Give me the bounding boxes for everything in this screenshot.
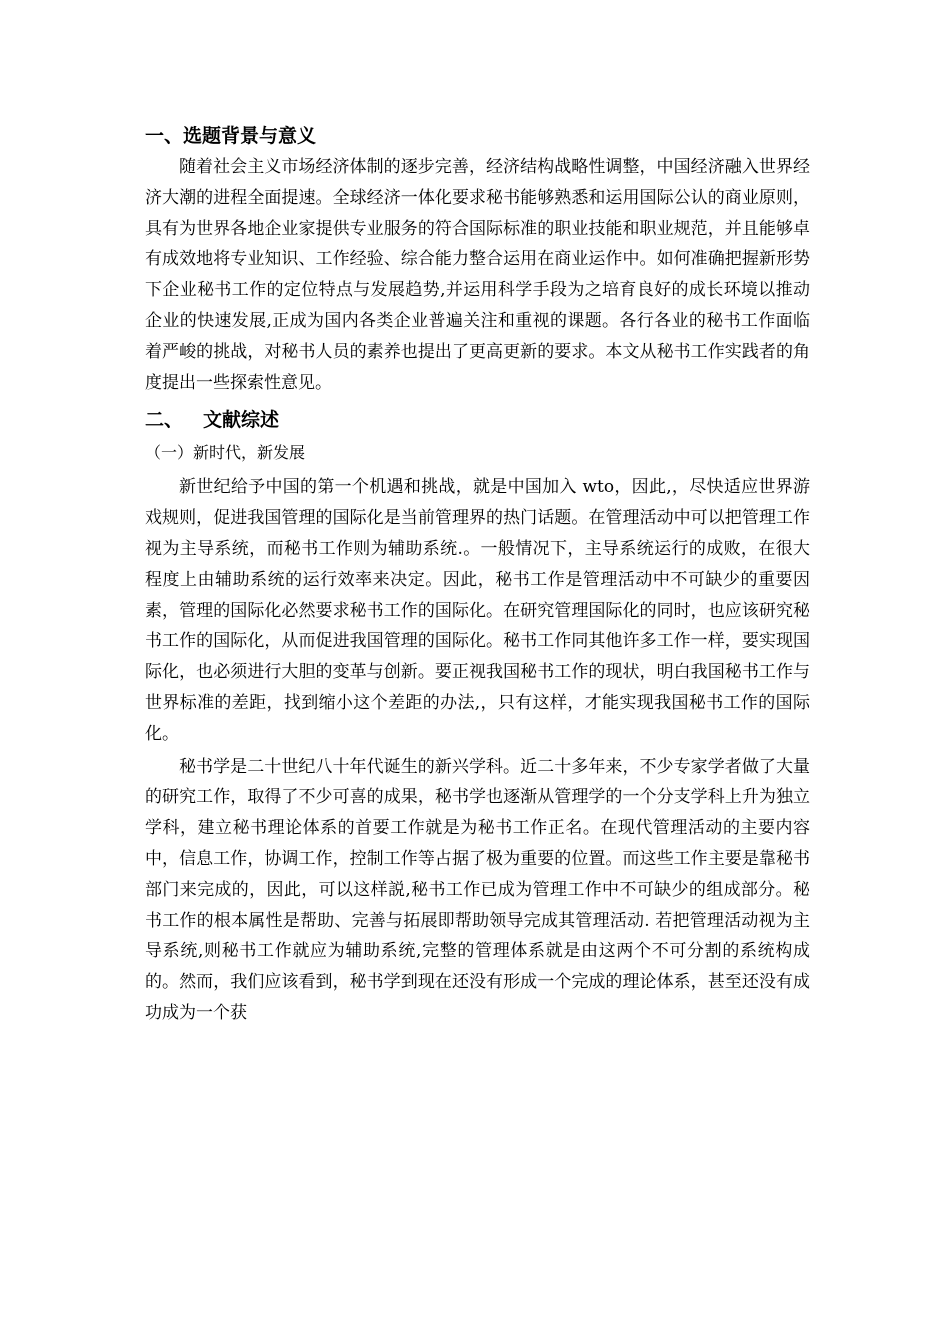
paragraph-background: 随着社会主义市场经济体制的逐步完善，经济结构战略性调整，中国经济融入世界经济大潮的进程全面提速。全球经济一体化要求秘书能够熟悉和运用国际公认的商业原则，具有为世界各地企业家提供专业服务的符合国际标准的职业技能和职业规范，并且能够卓有成效地将专业知识、工作经验、综合能力整合运用在商业运作中。如何准确把握新形势下企业秘书工作的定位特点与发展趋势,并运用科学手段为之培育良好的成长环境以推动企业的快速发展,正成为国内各类企业普遍关注和重视的课题。各行各业的秘书工作面临着严峻的挑战，对秘书人员的素养也提出了更高更新的要求。本文从秘书工作实践者的角度提出一些探索性意见。 [145,157,810,393]
section-heading-background: 一、选题背景与意义 [145,125,317,147]
paragraph-new-era: 新世纪给予中国的第一个机遇和挑战，就是中国加入 wto，因此,，尽快适应世界游戏规则，促进我国管理的国际化是当前管理界的热门话题。在管理活动中可以把管理工作视为主导系统，而秘书工作则为辅助系统.。一般情况下，主导系统运行的成败，在很大程度上由辅助系统的运行效率来决定。因此，秘书工作是管理活动中不可缺少的重要因素，管理的国际化必然要求秘书工作的国际化。在研究管理国际化的同时，也应该研究秘书工作的国际化，从而促进我国管理的国际化。秘书工作同其他许多工作一样，要实现国际化，也必须进行大胆的变革与创新。要正视我国秘书工作的现状，明白我国秘书工作与世界标准的差距，找到缩小这个差距的办法,，只有这样，才能实现我国秘书工作的国际化。 [145,477,810,744]
section-heading-title: 文献综述 [203,409,280,432]
section-heading-literature-review [145,404,810,436]
document-page [145,120,810,1029]
section-heading-number: 二、 [145,409,184,432]
paragraph-secretarial-studies: 秘书学是二十世纪八十年代诞生的新兴学科。近二十多年来，不少专家学者做了大量的研究工作，取得了不少可喜的成果，秘书学也逐渐从管理学的一个分支学科上升为独立学科，建立秘书理论体系的首要工作就是为秘书工作正名。在现代管理活动的主要内容中，信息工作，协调工作，控制工作等占据了极为重要的位置。而这些工作主要是靠秘书部门来完成的，因此，可以这样説,秘书工作已成为管理工作中不可缺少的组成部分。秘书工作的根本属性是帮助、完善与拓展即帮助领导完成其管理活动. 若把管理活动视为主导系统,则秘书工作就应为辅助系统,完整的管理体系就是由这两个不可分割的系统构成的。然而，我们应该看到，秘书学到现在还没有形成一个完成的理论体系，甚至还没有成功成为一个获 [145,756,810,1023]
subsection-heading: （一）新时代，新发展 [145,443,306,463]
